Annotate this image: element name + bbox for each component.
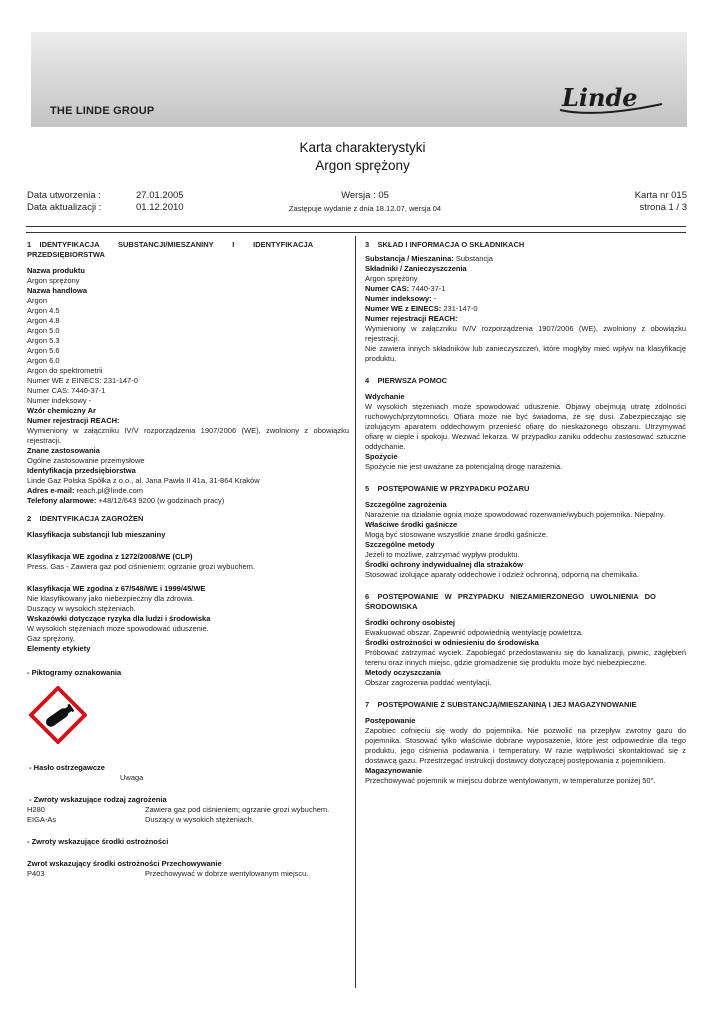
- storage-text: Przechowywać pojemnik w miejscu dobrze wentylowanym, w temperaturze poniżej 50°.: [365, 776, 656, 785]
- personal-precautions-text: Ewakuować obszar. Zapewnić odpowiednią wentylację powietrza.: [365, 628, 584, 637]
- firefighter-ppe-text: Stosować izolujące aparaty oddechowe i odzież ochronną, odporną na chemikalia.: [365, 570, 639, 579]
- reach-text: Wymieniony w załączniku IV/V rozporządzenia 1907/2006 (WE), zwolniony z obowiązku rejestracji.: [27, 426, 349, 445]
- trade-name: Argon do spektrometrii: [27, 366, 103, 375]
- document-subtitle: Argon sprężony: [315, 158, 410, 173]
- linde-logo: [556, 82, 668, 118]
- hazard-code: EIGA-As: [27, 815, 57, 824]
- hazard-code: H280: [27, 805, 45, 814]
- section-5-title: 5 POSTĘPOWANIE W PRZYPADKU POŻARU: [365, 484, 530, 493]
- pictograms-label: - Piktogramy oznakowania: [27, 668, 122, 677]
- fire-hazards-text: Narażenie na działanie ognia może spowodować rozerwanie/wybuch pojemnika. Niepalny.: [365, 510, 666, 519]
- trade-name: Argon 6.0: [27, 356, 60, 365]
- extinguishing-text: Mogą być stosowane wszystkie znane środki gaśnicze.: [365, 530, 549, 539]
- no-other-components: Nie zawiera innych składników lub zanieczyszczeń, które mogłyby mieć wpływ na klasyfikację produktu.: [365, 344, 686, 363]
- trade-name: Argon 4.5: [27, 306, 60, 315]
- special-methods-label: Szczególne metody: [365, 540, 435, 549]
- fire-hazards-label: Szczególne zagrożenia: [365, 500, 447, 509]
- old-class-text: Duszący w wysokich stężeniach.: [27, 604, 136, 613]
- meta-values: [136, 190, 184, 214]
- section-1-title-b: PRZEDSIĘBIORSTWA: [27, 250, 105, 259]
- divider-second: [26, 232, 686, 233]
- product-name-label: Nazwa produktu: [27, 266, 85, 275]
- reach-label: Numer rejestracji REACH:: [365, 314, 458, 323]
- phone-value: +48/12/643 9200 (w godzinach pracy): [96, 496, 225, 505]
- reach-text: Wymieniony w załączniku IV/V rozporządzenia 1907/2006 (WE), zwolniony z obowiązku rejestracji.: [365, 324, 686, 343]
- signal-word-label: - Hasło ostrzegawcze: [27, 763, 105, 772]
- email-line: [27, 486, 349, 496]
- special-methods-text: Jeżeli to możliwe, zatrzymać wypływ produktu.: [365, 550, 520, 559]
- ec-value: 231-147-0: [441, 304, 478, 313]
- firefighter-ppe-label: Środki ochrony indywidualnej dla strażaków: [365, 560, 523, 569]
- precaution-label: - Zwroty wskazujące środki ostrożności: [27, 837, 169, 846]
- hazard-text: Duszący w wysokich stężeniach.: [145, 815, 254, 824]
- version: Wersja : 05: [341, 190, 389, 201]
- ec-label: Numer WE z EINECS:: [365, 304, 442, 313]
- old-class-label: Klasyfikacja WE zgodna z 67/548/WE i 1999/45/WE: [27, 584, 206, 593]
- company-name: THE LINDE GROUP: [50, 105, 155, 117]
- inhalation-label: Wdychanie: [365, 392, 405, 401]
- storage-label: Magazynowanie: [365, 766, 423, 775]
- card-number: Karta nr 015: [634, 190, 687, 201]
- section-6-title-a: 6 POSTĘPOWANIE W PRZYPADKU NIEZAMIERZONEGO UWOLNIENIA DO: [365, 592, 656, 601]
- chemical-formula: Wzór chemiczny Ar: [27, 406, 96, 415]
- right-column: [365, 240, 686, 786]
- left-column: [27, 240, 349, 879]
- section-6-title-b: ŚRODOWISKA: [365, 602, 418, 611]
- risk-text: Gaz sprężony.: [27, 634, 75, 643]
- index-number: Numer indeksowy -: [27, 396, 92, 405]
- ec-number: Numer WE z EINECS: 231-147-0: [27, 376, 138, 385]
- section-2-title: 2 IDENTYFIKACJA ZAGROŻEŃ: [27, 514, 144, 523]
- index-value: -: [431, 294, 437, 303]
- section-7-title: 7 POSTĘPOWANIE Z SUBSTANCJĄ/MIESZANINĄ I JEJ MAGAZYNOWANIE: [365, 700, 637, 709]
- hazard-statement-row: [27, 815, 349, 825]
- trade-name: Argon 5.6: [27, 346, 60, 355]
- updated-label: Data aktualizacji :: [27, 202, 102, 213]
- updated-value: 01.12.2010: [136, 202, 184, 213]
- handling-label: Postępowanie: [365, 716, 416, 725]
- clp-label: Klasyfikacja WE zgodna z 1272/2008/WE (CLP): [27, 552, 193, 561]
- storage-precaution-label: Zwrot wskazujący środki ostrożności Przechowywanie: [27, 859, 222, 868]
- ingestion-text: Spożycie nie jest uważane za potencjalną drogę narażenia.: [365, 462, 563, 471]
- company-id-label: Identyfikacja przedsiębiorstwa: [27, 466, 136, 475]
- uses-label: Znane zastosowania: [27, 446, 100, 455]
- cas-value: 7440-37-1: [409, 284, 446, 293]
- meta-labels: [27, 190, 101, 214]
- created-value: 27.01.2005: [136, 190, 184, 201]
- extinguishing-label: Właściwe środki gaśnicze: [365, 520, 458, 529]
- document-title: Karta charakterystyki: [299, 140, 426, 155]
- cas-number: Numer CAS: 7440-37-1: [27, 386, 106, 395]
- index-label: Numer indeksowy:: [365, 294, 432, 303]
- personal-precautions-label: Środki ochrony osobistej: [365, 618, 456, 627]
- product-name: Argon sprężony: [27, 276, 80, 285]
- section-1-title-a: 1 IDENTYFIKACJA SUBSTANCJI/MIESZANINY I IDENTYFIKACJA: [27, 240, 314, 249]
- label-elements: Elementy etykiety: [27, 644, 91, 653]
- environment-precautions-text: Próbować zatrzymać wyciek. Zapobiegać przedostawaniu się do kanalizacji, piwnic, zagłębień terenu oraz innych miejsc, gdzie gromadzenie się produktu może być niebezpieczne.: [365, 648, 686, 667]
- created-label: Data utworzenia :: [27, 190, 101, 201]
- trade-name: Argon 4.8: [27, 316, 60, 325]
- old-class-text: Nie klasyfikowany jako niebezpieczny dla zdrowia.: [27, 594, 195, 603]
- uses-text: Ogólne zastosowanie przemysłowe: [27, 456, 145, 465]
- divider-top: [26, 226, 686, 227]
- cleanup-text: Obszar zagrożenia poddać wentylacji.: [365, 678, 492, 687]
- email-label: Adres e-mail:: [27, 486, 75, 495]
- ingestion-label: Spożycie: [365, 452, 398, 461]
- cleanup-label: Metody oczyszczania: [365, 668, 441, 677]
- risk-label: Wskazówki dotyczące ryzyka dla ludzi i środowiska: [27, 614, 211, 623]
- environment-precautions-label: Środki ostrożności w odniesieniu do środowiska: [365, 638, 539, 647]
- precaution-row: [27, 869, 349, 879]
- section-3-title: 3 SKŁAD I INFORMACJA O SKŁADNIKACH: [365, 240, 525, 249]
- email-link[interactable]: reach.pl@linde.com: [74, 486, 144, 495]
- section-4-title: 4 PIERWSZA POMOC: [365, 376, 448, 385]
- signal-word: Uwaga: [120, 773, 144, 782]
- company-id-text: Linde Gaz Polska Spółka z o.o., al. Jana Pawła II 41a, 31-864 Kraków: [27, 476, 260, 485]
- version-block: [200, 190, 530, 215]
- card-info: [635, 190, 687, 214]
- replaces-note: Zastępuje wydanie z dnia 18.12.07, wersja 04: [288, 204, 442, 213]
- substance-line: [365, 254, 686, 264]
- components-label: Składniki / Zanieczyszczenia: [365, 264, 467, 273]
- trade-name-label: Nazwa handlowa: [27, 286, 88, 295]
- precaution-code: P403: [27, 869, 45, 878]
- hazard-statements-label: - Zwroty wskazujące rodzaj zagrożenia: [27, 795, 167, 804]
- clp-text: Press. Gas - Zawiera gaz pod ciśnieniem; ogrzanie grozi wybuchem.: [27, 562, 256, 571]
- component-name: Argon sprężony: [365, 274, 418, 283]
- inhalation-text: W wysokich stężeniach może spowodować uduszenie. Objawy obejmują utratę zdolności ruchowych/przytomności. Ofiara może nie być świadoma, że się dusi. Zabezpieczając się izolującym aparatem oddechowym przenieść ofiarę do nieskażonego obszaru. Utrzymywać ofiarę w cieple i spokoju. Wezwać lekarza. W przypadku zaniku oddechu zastosować sztuczne oddychanie.: [365, 402, 686, 451]
- precaution-text: Przechowywać w dobrze wentylowanym miejscu.: [145, 869, 309, 878]
- classification-label: Klasyfikacja substancji lub mieszaniny: [27, 530, 166, 539]
- column-divider: [355, 236, 356, 988]
- cas-label: Numer CAS:: [365, 284, 410, 293]
- gas-cylinder-pictogram-icon: [29, 686, 87, 744]
- reach-label: Numer rejestracji REACH:: [27, 416, 120, 425]
- hazard-text: Zawiera gaz pod ciśnieniem; ogrzanie grozi wybuchem.: [145, 805, 330, 814]
- substance-value: Substancja: [453, 254, 493, 263]
- cas-line: [365, 284, 686, 294]
- handling-text: Zapobiec cofnięciu się wody do pojemnika. Nie pozwolić na przepływ zwrotny gazu do pojemnika. Stosować tylko właściwie dobrane wyposażenie, które jest odpowiednie dla tego produktu, jego ciśnienia podawania i temperatury. W razie wątpliwości skontaktować się z dostawcą gazu. Przestrzegać instrukcji dostawcy dotyczącej postępowania z pojemnikiem.: [365, 726, 686, 765]
- ec-line: [365, 304, 686, 314]
- substance-label: Substancja / Mieszanina:: [365, 254, 454, 263]
- phone-label: Telefony alarmowe:: [27, 496, 97, 505]
- trade-name: Argon: [27, 296, 48, 305]
- trade-name: Argon 5.0: [27, 326, 60, 335]
- phone-line: [27, 496, 349, 506]
- hazard-statement-row: [27, 805, 349, 815]
- trade-name: Argon 5.3: [27, 336, 60, 345]
- risk-text: W wysokich stężeniach może spowodować uduszenie.: [27, 624, 209, 633]
- index-line: [365, 294, 686, 304]
- page-number: strona 1 / 3: [639, 202, 687, 213]
- logo-wordmark: Linde: [562, 83, 638, 112]
